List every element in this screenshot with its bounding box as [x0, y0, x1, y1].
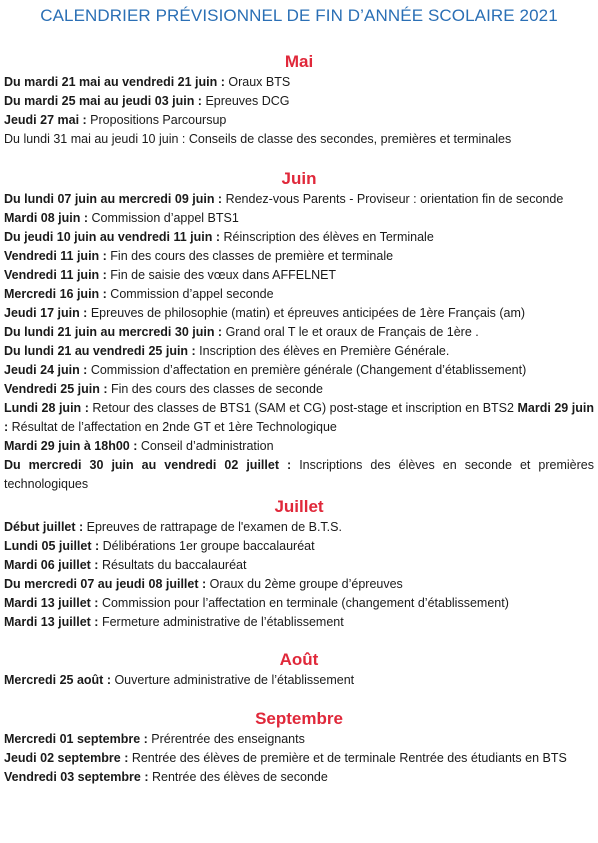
- entry-date: Mardi 13 juillet :: [4, 596, 99, 610]
- calendar-entry: [4, 92, 594, 111]
- entry-date: Du mardi 25 mai au jeudi 03 juin :: [4, 94, 202, 108]
- section-spacer: [4, 32, 594, 51]
- entry-text: Inscription des élèves en Première Générale.: [195, 344, 450, 358]
- entry-text: Rentrée des élèves de première et de terminale Rentrée des étudiants en BTS: [128, 751, 567, 765]
- calendar-entry: [4, 266, 594, 285]
- entry-text: Commission pour l’affectation en terminale (changement d’établissement): [98, 596, 509, 610]
- entry-text: Commission d’appel seconde: [106, 287, 274, 301]
- calendar-entry: [4, 768, 594, 787]
- entry-text: Fin de saisie des vœux dans AFFELNET: [106, 268, 337, 282]
- entry-text: Epreuves de philosophie (matin) et épreuves anticipées de 1ère Français (am): [87, 306, 526, 320]
- entry-date: Mardi 13 juillet :: [4, 615, 99, 629]
- entry-text: Fermeture administrative de l’établissement: [98, 615, 344, 629]
- entry-date: Vendredi 11 juin :: [4, 268, 107, 282]
- entry-date: Mardi 29 juin :: [4, 401, 594, 434]
- entry-date: Début juillet :: [4, 520, 84, 534]
- entry-text: Prérentrée des enseignants: [147, 732, 305, 746]
- entry-date: Mardi 06 juillet :: [4, 558, 99, 572]
- calendar-entry: [4, 380, 594, 399]
- entry-text: Rendez-vous Parents - Proviseur : orientation fin de seconde: [222, 192, 564, 206]
- entry-text: Inscriptions des élèves en seconde et premières technologiques: [4, 458, 594, 491]
- calendar-entry: [4, 437, 594, 456]
- entry-date: Jeudi 17 juin :: [4, 306, 88, 320]
- calendar-entry: [4, 518, 594, 537]
- entry-date: Mardi 29 juin à 18h00 :: [4, 439, 138, 453]
- calendar-entry: [4, 285, 594, 304]
- calendar-entry: [4, 613, 594, 632]
- entry-text: Oraux du 2ème groupe d’épreuves: [206, 577, 403, 591]
- entry-text: Ouverture administrative de l’établissement: [110, 673, 355, 687]
- entry-date: Vendredi 11 juin :: [4, 249, 107, 263]
- entry-date: Du lundi 07 juin au mercredi 09 juin :: [4, 192, 223, 206]
- calendar-entry: [4, 304, 594, 323]
- entry-text: Résultats du baccalauréat: [98, 558, 247, 572]
- month-heading-juin: Juin: [281, 169, 317, 188]
- entry-text: Résultat de l’affectation en 2nde GT et 1ère Technologique: [8, 420, 337, 434]
- section-spacer: [4, 632, 594, 649]
- calendar-entry: [4, 209, 594, 228]
- calendar-entry: [4, 228, 594, 247]
- entry-date: Du mardi 21 mai au vendredi 21 juin :: [4, 75, 225, 89]
- entry-date: Vendredi 03 septembre :: [4, 770, 149, 784]
- calendar-entry: [4, 749, 594, 768]
- entry-text: Fin des cours des classes de seconde: [107, 382, 323, 396]
- entry-date: Lundi 05 juillet :: [4, 539, 100, 553]
- calendar-entry: [4, 456, 594, 494]
- entry-text: Grand oral T le et oraux de Français de 1ère .: [222, 325, 479, 339]
- entry-text: Fin des cours des classes de première et terminale: [106, 249, 394, 263]
- entry-date: Mercredi 01 septembre :: [4, 732, 148, 746]
- entry-text: Rentrée des élèves de seconde: [148, 770, 328, 784]
- entry-date: Jeudi 24 juin :: [4, 363, 88, 377]
- entry-text: Conseil d’administration: [137, 439, 274, 453]
- calendar-entry: [4, 730, 594, 749]
- calendar-entry: [4, 361, 594, 380]
- entry-date: Du jeudi 10 juin au vendredi 11 juin :: [4, 230, 221, 244]
- month-heading-mai: Mai: [284, 52, 314, 71]
- entry-text: Propositions Parcoursup: [86, 113, 227, 127]
- entry-text: Epreuves de rattrapage de l'examen de B.T.S.: [83, 520, 342, 534]
- entry-date: Jeudi 02 septembre :: [4, 751, 129, 765]
- entry-date: Mercredi 16 juin :: [4, 287, 107, 301]
- calendar-entry: [4, 111, 594, 130]
- calendar-entry: [4, 671, 594, 690]
- calendar-entry: [4, 190, 594, 209]
- month-heading-juillet: Juillet: [274, 497, 324, 516]
- calendar-entry: [4, 342, 594, 361]
- month-heading-septembre: Septembre: [255, 709, 343, 728]
- calendar-entry: [4, 537, 594, 556]
- entry-text: Epreuves DCG: [201, 94, 290, 108]
- entry-text: Du lundi 31 mai au jeudi 10 juin : Conseils de classe des secondes, premières et terminales: [4, 132, 512, 146]
- section-spacer: [4, 149, 594, 168]
- section-spacer: [4, 690, 594, 708]
- entry-date: Mercredi 25 août :: [4, 673, 111, 687]
- entry-date: Du lundi 21 au vendredi 25 juin :: [4, 344, 196, 358]
- calendar-entry: [4, 556, 594, 575]
- entry-text: Commission d’appel BTS1: [88, 211, 239, 225]
- month-heading-aout: Août: [279, 650, 319, 669]
- entry-text: Oraux BTS: [224, 75, 291, 89]
- entry-date: Du mercredi 07 au jeudi 08 juillet :: [4, 577, 207, 591]
- entry-date: Du mercredi 30 juin au vendredi 02 juillet :: [4, 458, 292, 472]
- calendar-entry: [4, 130, 594, 149]
- calendar-entry: [4, 399, 594, 437]
- document-title: CALENDRIER PRÉVISIONNEL DE FIN D’ANNÉE SCOLAIRE 2021: [40, 6, 558, 25]
- calendar-entry: [4, 575, 594, 594]
- calendar-entry: [4, 73, 594, 92]
- entry-date: Jeudi 27 mai :: [4, 113, 87, 127]
- entry-text: Réinscription des élèves en Terminale: [220, 230, 434, 244]
- entry-date: Lundi 28 juin :: [4, 401, 89, 415]
- entry-text: Retour des classes de BTS1 (SAM et CG) post-stage et inscription en BTS2: [88, 401, 514, 415]
- entry-date: Mardi 08 juin :: [4, 211, 89, 225]
- calendar-entry: [4, 247, 594, 266]
- entry-text: Délibérations 1er groupe baccalauréat: [99, 539, 315, 553]
- entry-date: Vendredi 25 juin :: [4, 382, 108, 396]
- entry-date: Du lundi 21 juin au mercredi 30 juin :: [4, 325, 223, 339]
- calendar-entry: [4, 323, 594, 342]
- calendar-entry: [4, 594, 594, 613]
- entry-text: Commission d’affectation en première générale (Changement d’établissement): [87, 363, 527, 377]
